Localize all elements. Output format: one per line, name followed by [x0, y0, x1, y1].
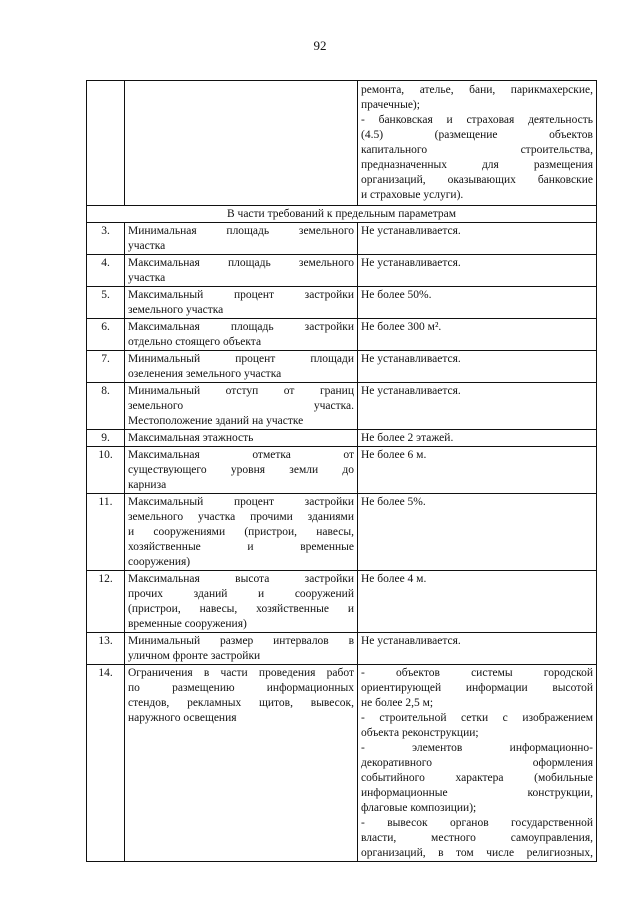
continuation-name-cell: [125, 81, 358, 206]
table-row: [87, 255, 597, 287]
parameter-name-line: Максимальная отметка от: [128, 449, 354, 461]
parameter-value: [358, 223, 597, 255]
row-number: 14.: [87, 665, 125, 862]
parameter-name: [125, 665, 358, 862]
parameter-value-line: флаговые композиции);: [361, 802, 477, 814]
parameter-value-line: Не устанавливается.: [361, 257, 461, 269]
parameter-value-line: Не более 6 м.: [361, 449, 427, 461]
parameter-name-line: Минимальный отступ от границ: [128, 385, 354, 397]
parameter-name: [125, 351, 358, 383]
table-row: [87, 319, 597, 351]
parameter-name-line: сооружения): [128, 556, 191, 568]
parameter-value-line: организаций, в том числе религиозных,: [361, 847, 593, 859]
parameter-name-line: (пристрои, навесы, хозяйственные и: [128, 603, 354, 615]
parameters-table: [86, 80, 597, 862]
parameter-value: [358, 319, 597, 351]
parameter-value: [358, 494, 597, 571]
cont-line: предназначенных для размещения: [361, 159, 593, 171]
cont-line: прачечные);: [361, 99, 420, 111]
parameter-name-line: по размещению информационных: [128, 682, 354, 694]
row-number: 3.: [87, 223, 125, 255]
parameter-name-line: стендов, рекламных щитов, вывесок,: [128, 697, 354, 709]
parameter-value: [358, 633, 597, 665]
parameter-value-line: - вывесок органов государственной: [361, 817, 593, 829]
parameter-name-line: участка: [128, 240, 166, 252]
parameter-value-line: - объектов системы городской: [361, 667, 593, 679]
parameter-value-line: декоративного оформления: [361, 757, 593, 769]
parameter-name-line: земельного участка: [128, 304, 224, 316]
continuation-value-cell: [358, 81, 597, 206]
parameter-name-line: земельного участка прочими зданиями: [128, 511, 354, 523]
row-number: 7.: [87, 351, 125, 383]
row-number: 11.: [87, 494, 125, 571]
parameter-name: [125, 430, 358, 447]
cont-line: и страховые услуги).: [361, 189, 464, 201]
parameter-name-line: отдельно стоящего объекта: [128, 336, 262, 348]
parameter-name-line: Максимальная площадь застройки: [128, 321, 354, 333]
parameter-name-line: Максимальная этажность: [128, 432, 254, 444]
continuation-num-cell: [87, 81, 125, 206]
parameter-value-line: Не устанавливается.: [361, 225, 461, 237]
parameter-name-line: Ограничения в части проведения работ: [128, 667, 354, 679]
parameter-name: [125, 571, 358, 633]
table-row: [87, 494, 597, 571]
parameter-name-line: хозяйственные и временные: [128, 541, 354, 553]
parameter-value: [358, 665, 597, 862]
parameter-value-line: Не более 4 м.: [361, 573, 427, 585]
parameter-name-line: Местоположение зданий на участке: [128, 415, 304, 427]
parameter-value-line: событийного характера (мобильные: [361, 772, 593, 784]
section-title: В части требований к предельным параметрам: [87, 206, 597, 223]
row-number: 6.: [87, 319, 125, 351]
parameter-value-line: Не более 5%.: [361, 496, 426, 508]
parameter-name-line: Минимальный процент площади: [128, 353, 354, 365]
parameter-value: [358, 255, 597, 287]
cont-line: - банковская и страховая деятельность: [361, 114, 593, 126]
parameter-name: [125, 223, 358, 255]
parameter-name: [125, 494, 358, 571]
parameter-value-line: власти, местного самоуправления,: [361, 832, 593, 844]
parameter-value-line: Не устанавливается.: [361, 353, 461, 365]
row-number: 9.: [87, 430, 125, 447]
cont-line: ремонта, ателье, бани, парикмахерские,: [361, 84, 593, 96]
parameter-name-line: наружного освещения: [128, 712, 237, 724]
parameter-name-line: временные сооружения): [128, 618, 247, 630]
continuation-row: [87, 81, 597, 206]
parameter-value-line: Не более 50%.: [361, 289, 432, 301]
parameter-value: [358, 447, 597, 494]
parameter-value: [358, 430, 597, 447]
parameter-name-line: прочих зданий и сооружений: [128, 588, 354, 600]
section-title-row: [87, 206, 597, 223]
parameter-name: [125, 633, 358, 665]
row-number: 5.: [87, 287, 125, 319]
parameter-value-line: не более 2,5 м;: [361, 697, 434, 709]
parameter-name: [125, 383, 358, 430]
table-row: [87, 665, 597, 862]
parameter-name-line: Минимальная площадь земельного: [128, 225, 354, 237]
parameter-name-line: Максимальная высота застройки: [128, 573, 354, 585]
table-row: [87, 447, 597, 494]
parameter-value: [358, 287, 597, 319]
parameter-name-line: Максимальный процент застройки: [128, 496, 354, 508]
parameter-name-line: земельного участка.: [128, 400, 354, 412]
table-row: [87, 351, 597, 383]
table-row: [87, 633, 597, 665]
row-number: 13.: [87, 633, 125, 665]
table-row: [87, 223, 597, 255]
parameter-value-line: объекта реконструкции;: [361, 727, 479, 739]
parameter-name: [125, 287, 358, 319]
parameter-name-line: карниза: [128, 479, 167, 491]
parameter-value: [358, 351, 597, 383]
parameter-value-line: - элементов информационно-: [361, 742, 593, 754]
parameter-value-line: - строительной сетки с изображением: [361, 712, 593, 724]
parameter-value-line: ориентирующей информации высотой: [361, 682, 593, 694]
parameter-name-line: озеленения земельного участка: [128, 368, 282, 380]
parameter-name-line: Максимальная площадь земельного: [128, 257, 354, 269]
table-row: [87, 571, 597, 633]
parameter-name-line: Минимальный размер интервалов в: [128, 635, 354, 647]
cont-line: капитального строительства,: [361, 144, 593, 156]
parameter-name: [125, 447, 358, 494]
page-number: 92: [313, 38, 327, 53]
parameter-name: [125, 255, 358, 287]
parameter-name-line: участка: [128, 272, 166, 284]
table-row: [87, 287, 597, 319]
parameter-value: [358, 383, 597, 430]
parameter-name-line: и сооружениями (пристрои, навесы,: [128, 526, 354, 538]
parameter-value-line: Не более 2 этажей.: [361, 432, 454, 444]
parameter-name-line: существующего уровня земли до: [128, 464, 354, 476]
row-number: 10.: [87, 447, 125, 494]
parameter-name-line: уличном фронте застройки: [128, 650, 261, 662]
row-number: 8.: [87, 383, 125, 430]
parameter-value: [358, 571, 597, 633]
cont-line: (4.5) (размещение объектов: [361, 129, 593, 141]
parameter-name-line: Максимальный процент застройки: [128, 289, 354, 301]
cont-line: организаций, оказывающих банковские: [361, 174, 593, 186]
parameter-value-line: Не устанавливается.: [361, 635, 461, 647]
table-row: [87, 383, 597, 430]
parameter-name: [125, 319, 358, 351]
row-number: 12.: [87, 571, 125, 633]
parameter-value-line: Не более 300 м².: [361, 321, 442, 333]
parameter-value-line: информационные конструкции,: [361, 787, 593, 799]
parameter-value-line: Не устанавливается.: [361, 385, 461, 397]
table-row: [87, 430, 597, 447]
row-number: 4.: [87, 255, 125, 287]
